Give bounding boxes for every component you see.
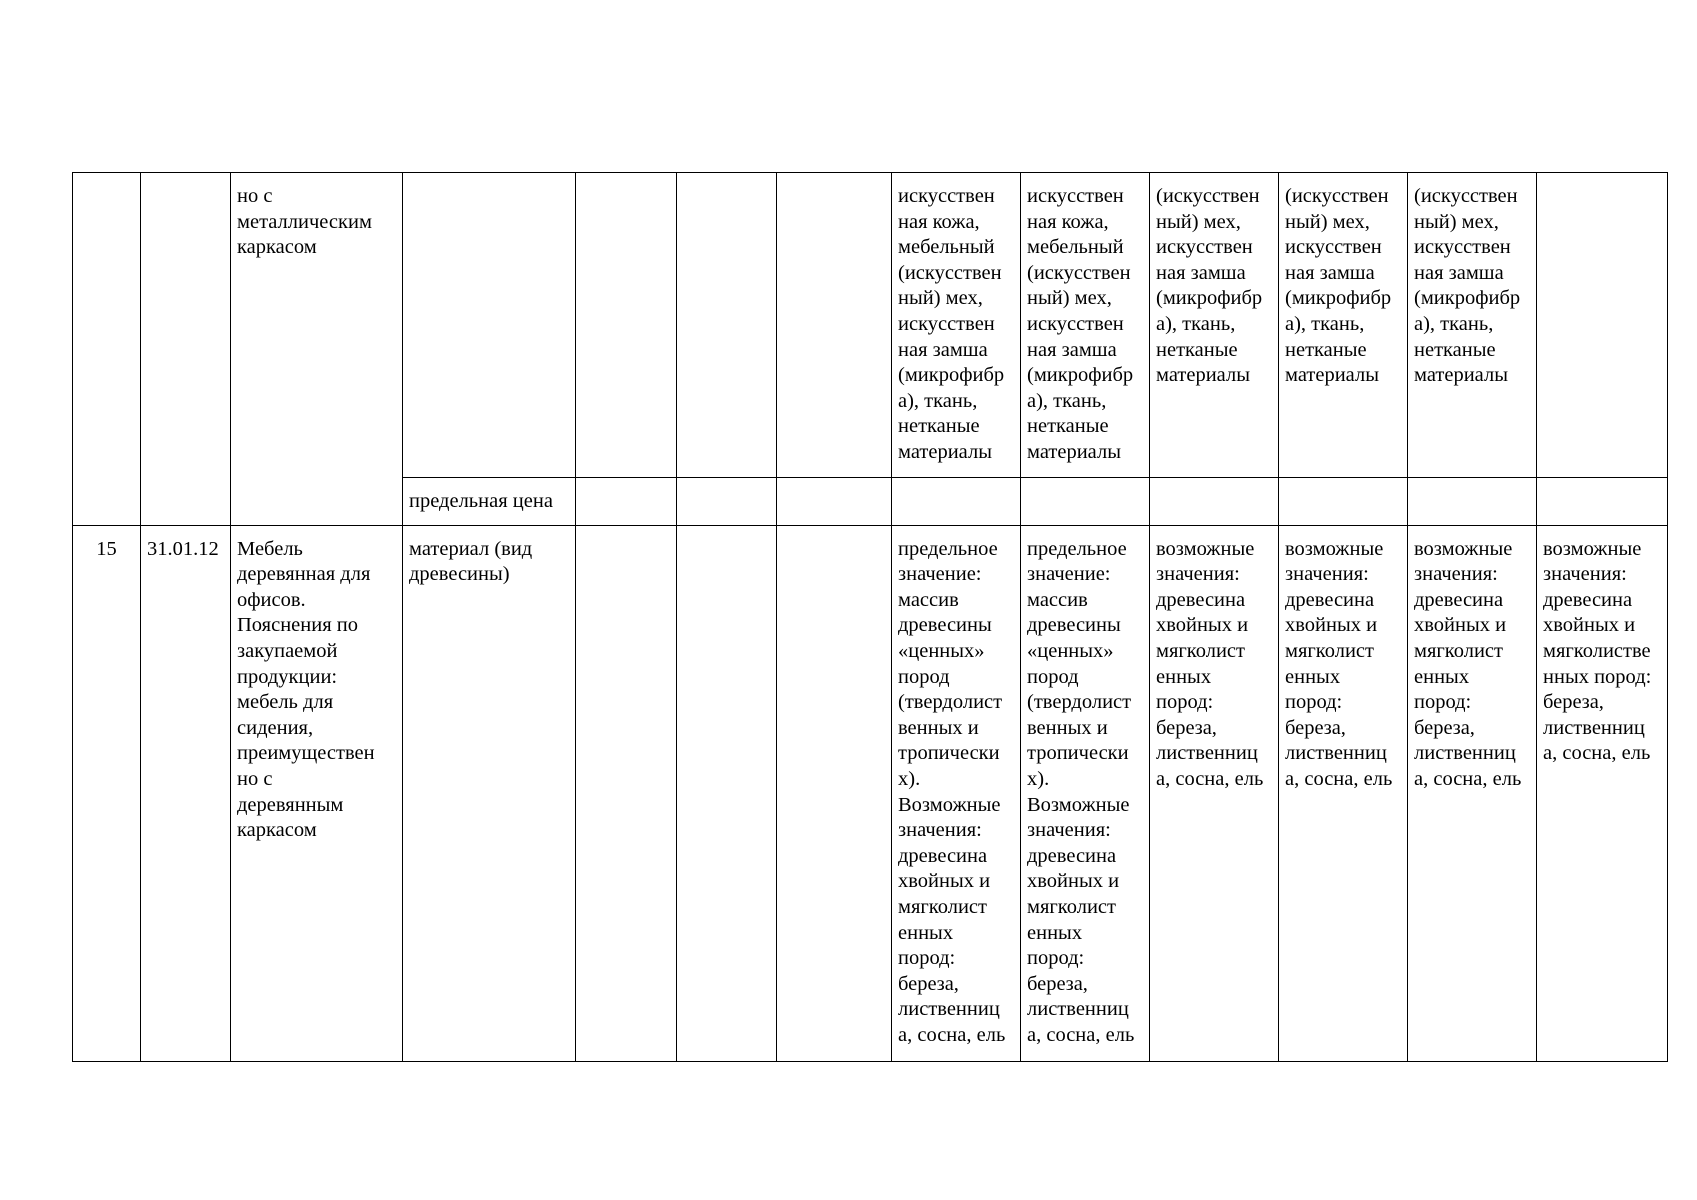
- value-cell: искусствен ная кожа, мебельный (искусствен ный) мех, искусствен ная замша (микрофибр а), ткань, нетканые материалы: [1021, 173, 1150, 478]
- value-cell: искусствен ная кожа, мебельный (искусствен ный) мех, искусствен ная замша (микрофибр а), ткань, нетканые материалы: [892, 173, 1021, 478]
- empty-cell: [677, 173, 777, 478]
- value-cell: возможные значения: древесина хвойных и мягколистве нных пород: берeза, лиственниц а, сосна, ель: [1537, 525, 1668, 1061]
- empty-cell: [1279, 478, 1408, 526]
- empty-cell: [576, 173, 677, 478]
- empty-cell: [1150, 478, 1279, 526]
- code-cell: [141, 173, 231, 526]
- row-number-cell: [73, 173, 141, 526]
- value-cell: предельное значение: массив древесины «ценных» пород (твердолист венных и тропически х). Возможные значения: древесина хвойных и мягколист енных пород: берeза, лиственниц а, сосна, ель: [892, 525, 1021, 1061]
- value-cell: [1537, 173, 1668, 478]
- empty-cell: [677, 478, 777, 526]
- empty-cell: [1021, 478, 1150, 526]
- empty-cell: [892, 478, 1021, 526]
- empty-cell: [777, 525, 892, 1061]
- value-cell: (искусствен ный) мех, искусствен ная замша (микрофибр а), ткань, нетканые материалы: [1150, 173, 1279, 478]
- empty-cell: [777, 173, 892, 478]
- specification-table: [72, 172, 1668, 1062]
- row-number-cell: 15: [73, 525, 141, 1061]
- value-cell: возможные значения: древесина хвойных и мягколист енных пород: берeза, лиственниц а, сосна, ель: [1279, 525, 1408, 1061]
- value-cell: возможные значения: древесина хвойных и мягколист енных пород: берeза, лиственниц а, сосна, ель: [1408, 525, 1537, 1061]
- product-name-cell: но с металлическим каркасом: [231, 173, 403, 526]
- value-cell: предельное значение: массив древесины «ценных» пород (твердолист венных и тропически х). Возможные значения: древесина хвойных и мягколист енных пород: берeза, лиственниц а, сосна, ель: [1021, 525, 1150, 1061]
- empty-cell: [576, 525, 677, 1061]
- empty-cell: [677, 525, 777, 1061]
- attribute-cell: материал (вид древесины): [403, 525, 576, 1061]
- table-row: [73, 173, 1668, 478]
- empty-cell: [777, 478, 892, 526]
- code-cell: 31.01.12: [141, 525, 231, 1061]
- value-cell: (искусствен ный) мех, искусствен ная замша (микрофибр а), ткань, нетканые материалы: [1408, 173, 1537, 478]
- attribute-cell: предельная цена: [403, 478, 576, 526]
- product-name-cell: Мебель деревянная для офисов. Пояснения по закупаемой продукции: мебель для сидения, преимуществен но с деревянным каркасом: [231, 525, 403, 1061]
- empty-cell: [1537, 478, 1668, 526]
- empty-cell: [576, 478, 677, 526]
- value-cell: возможные значения: древесина хвойных и мягколист енных пород: берeза, лиственниц а, сосна, ель: [1150, 525, 1279, 1061]
- table-row: [73, 525, 1668, 1061]
- value-cell: (искусствен ный) мех, искусствен ная замша (микрофибр а), ткань, нетканые материалы: [1279, 173, 1408, 478]
- attribute-cell: [403, 173, 576, 478]
- empty-cell: [1408, 478, 1537, 526]
